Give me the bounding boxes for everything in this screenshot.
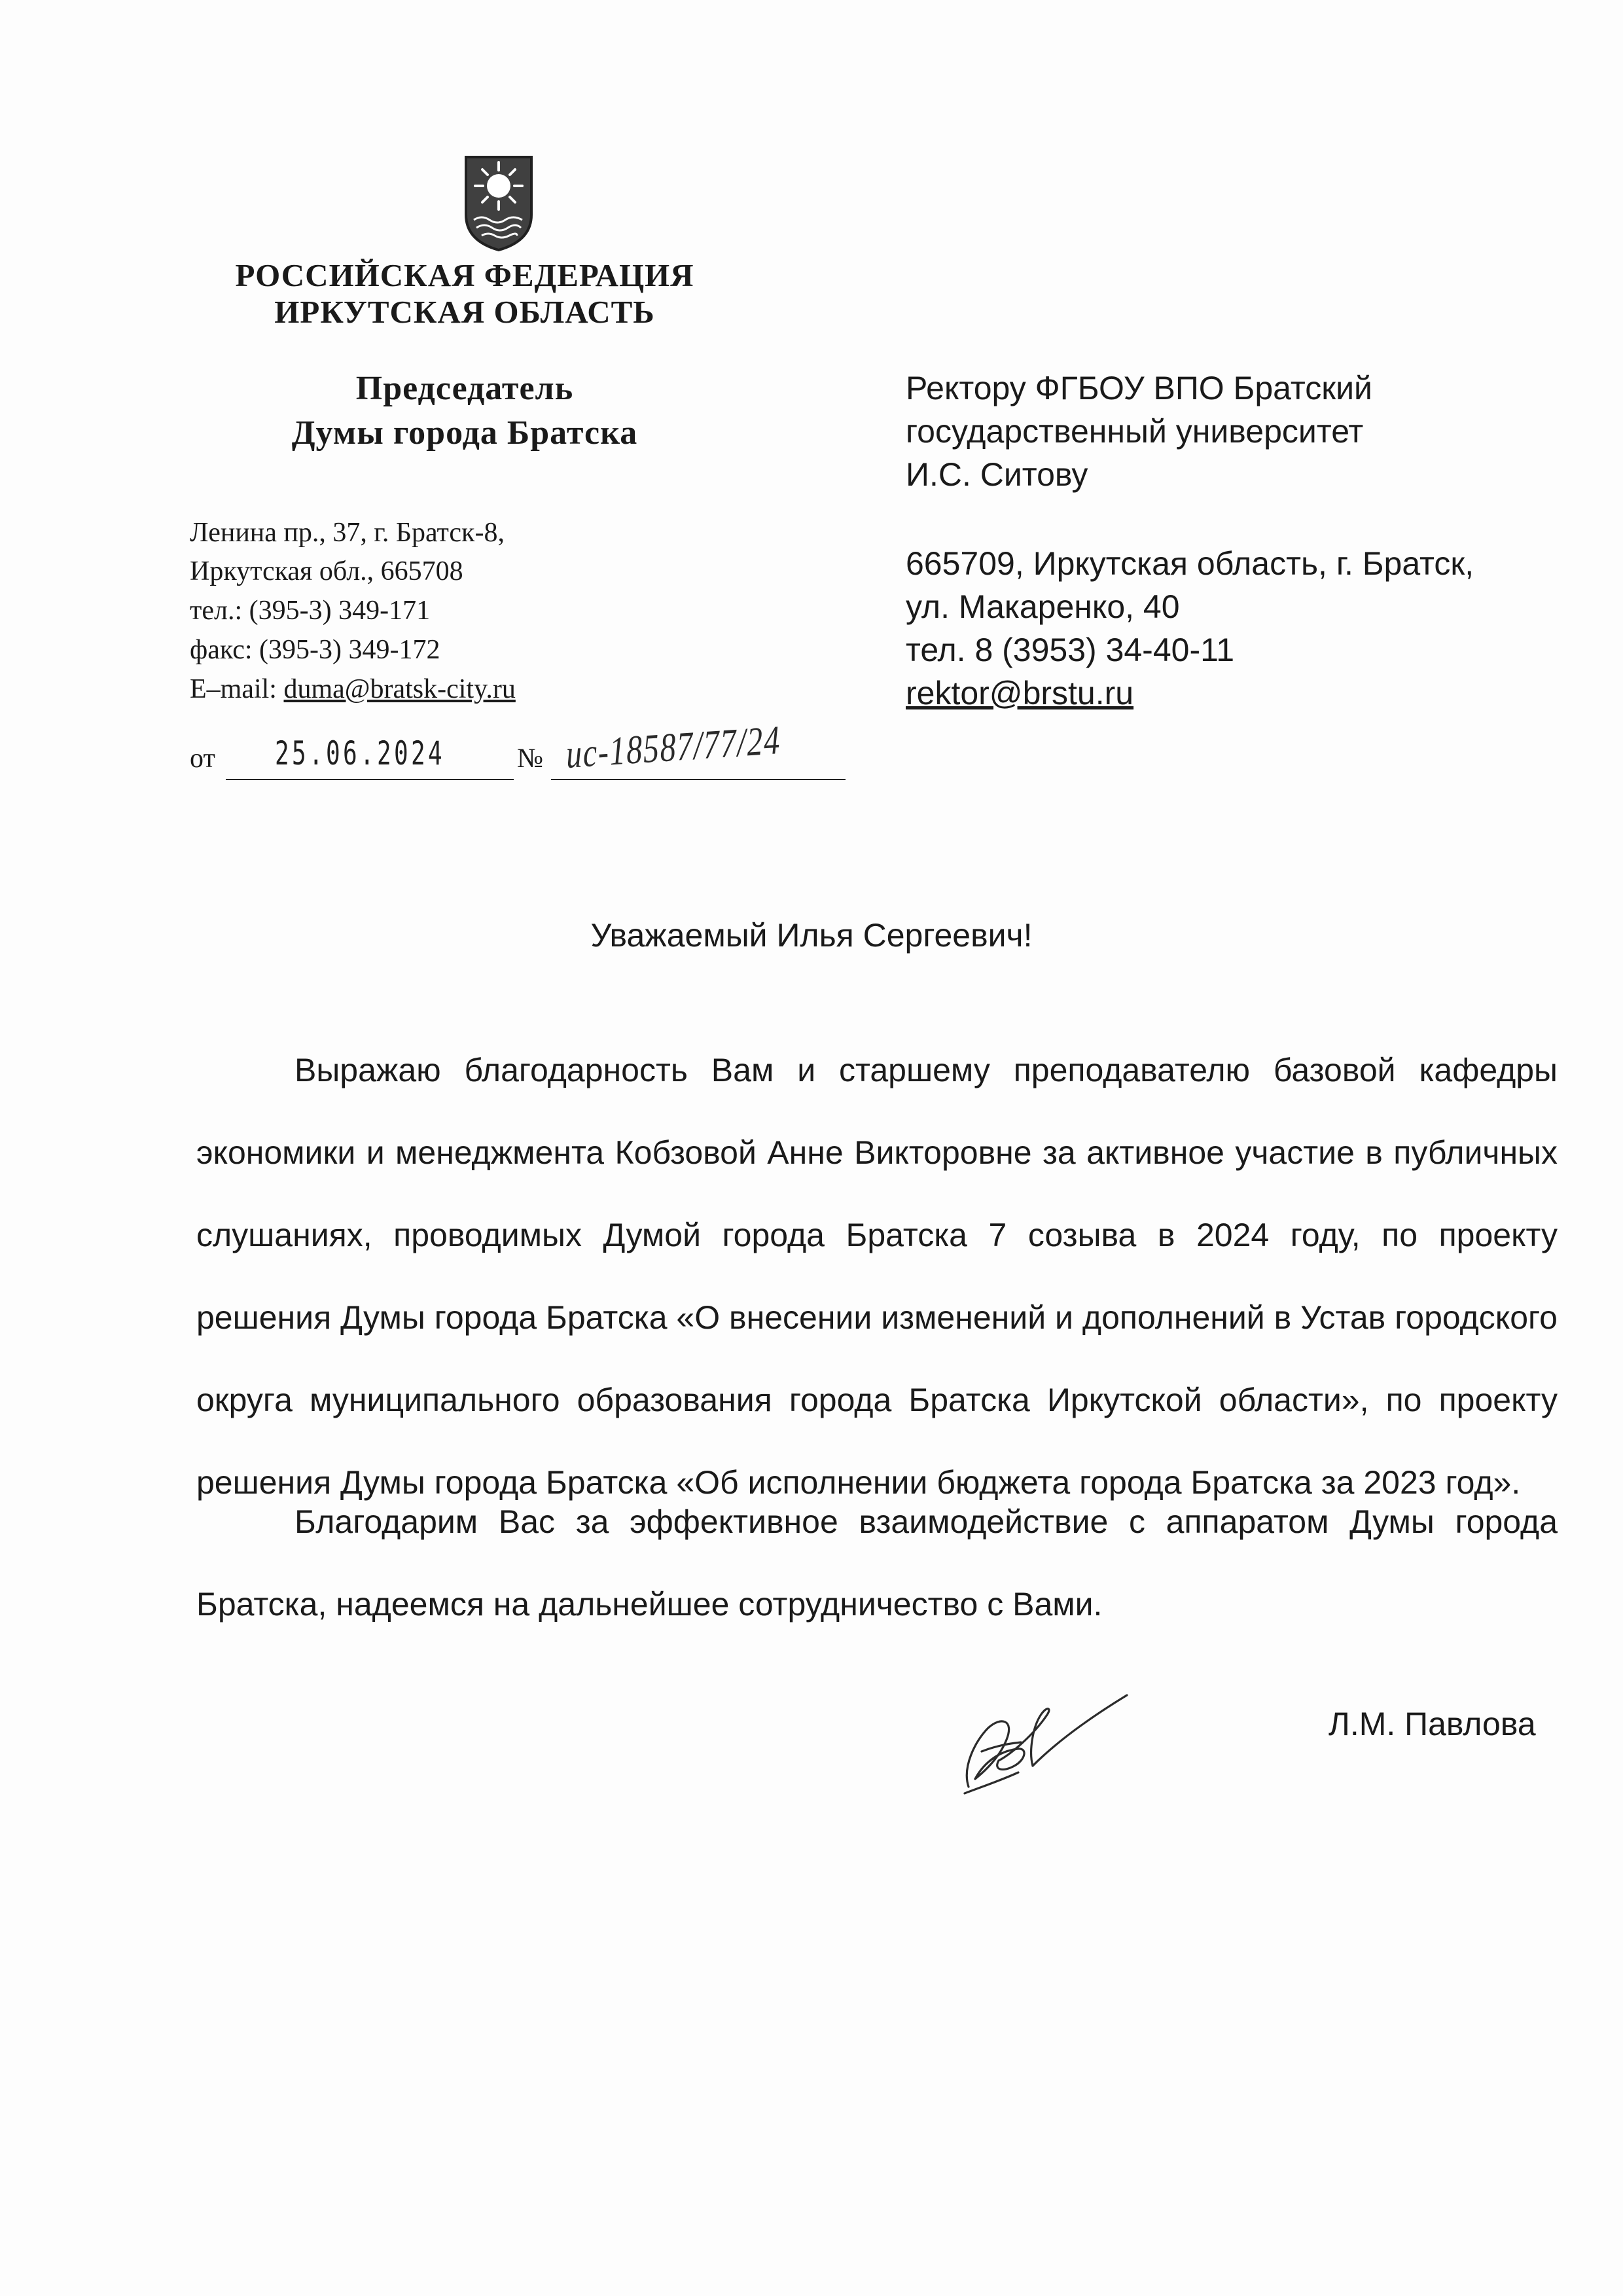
recipient-address-line-2: ул. Макаренко, 40 bbox=[906, 588, 1180, 625]
recipient-line-2: государственный университет bbox=[906, 413, 1364, 450]
registration-number: ис-18587/77/24 bbox=[565, 718, 782, 777]
date-underline bbox=[226, 779, 514, 780]
sender-email-line bbox=[190, 675, 516, 703]
sender-phone: тел.: (395-3) 349-171 bbox=[190, 596, 431, 626]
number-prefix: № bbox=[517, 744, 544, 774]
body-paragraph-2: Благодарим Вас за эффективное взаимодействие с аппаратом Думы города Братска, надеемся на дальнейшее сотрудничество с Вами. bbox=[196, 1503, 1558, 1623]
body-paragraph-1: Выражаю благодарность Вам и старшему преподавателю базовой кафедры экономики и менеджмента Кобзовой Анне Викторовне за активное участие в публичных слушаниях, проводимых Думой города Братска 7 созыва в 2024 году, по проекту решения Думы города Братска «О внесении изменений и дополнений в Устав городского округа муниципального образования города Братска Иркутской области», по проекту решения Думы города Братска «Об исполнении бюджета города Братска за 2023 год». bbox=[196, 1052, 1558, 1501]
salutation: Уважаемый Илья Сергеевич! bbox=[590, 917, 1033, 954]
sender-address-line-1: Ленина пр., 37, г. Братск-8, bbox=[190, 518, 505, 548]
sender-address-line-2: Иркутская обл., 665708 bbox=[190, 556, 463, 586]
date-prefix: от bbox=[190, 744, 215, 774]
recipient-address-line-1: 665709, Иркутская область, г. Братск, bbox=[906, 545, 1474, 582]
sender-fax: факс: (395-3) 349-172 bbox=[190, 635, 440, 665]
sender-email-label: E–mail: bbox=[190, 674, 284, 704]
signer-name: Л.М. Павлова bbox=[1329, 1706, 1536, 1742]
number-underline bbox=[551, 779, 846, 780]
region-heading: ИРКУТСКАЯ ОБЛАСТЬ bbox=[274, 294, 655, 330]
sender-email-link[interactable]: duma@bratsk-city.ru bbox=[283, 674, 516, 704]
registration-date: 25.06.2024 bbox=[275, 734, 445, 772]
recipient-line-1: Ректору ФГБОУ ВПО Братский bbox=[906, 370, 1372, 406]
handwritten-signature bbox=[955, 1689, 1132, 1800]
sender-organization: Думы города Братска bbox=[291, 414, 638, 452]
recipient-name: И.С. Ситову bbox=[906, 456, 1088, 493]
recipient-email-link[interactable]: rektor@brstu.ru bbox=[906, 675, 1134, 711]
sender-position: Председатель bbox=[355, 370, 574, 407]
coat-of-arms-icon bbox=[462, 154, 535, 253]
country-heading: РОССИЙСКАЯ ФЕДЕРАЦИЯ bbox=[235, 257, 694, 293]
recipient-phone: тел. 8 (3953) 34-40-11 bbox=[906, 632, 1235, 668]
